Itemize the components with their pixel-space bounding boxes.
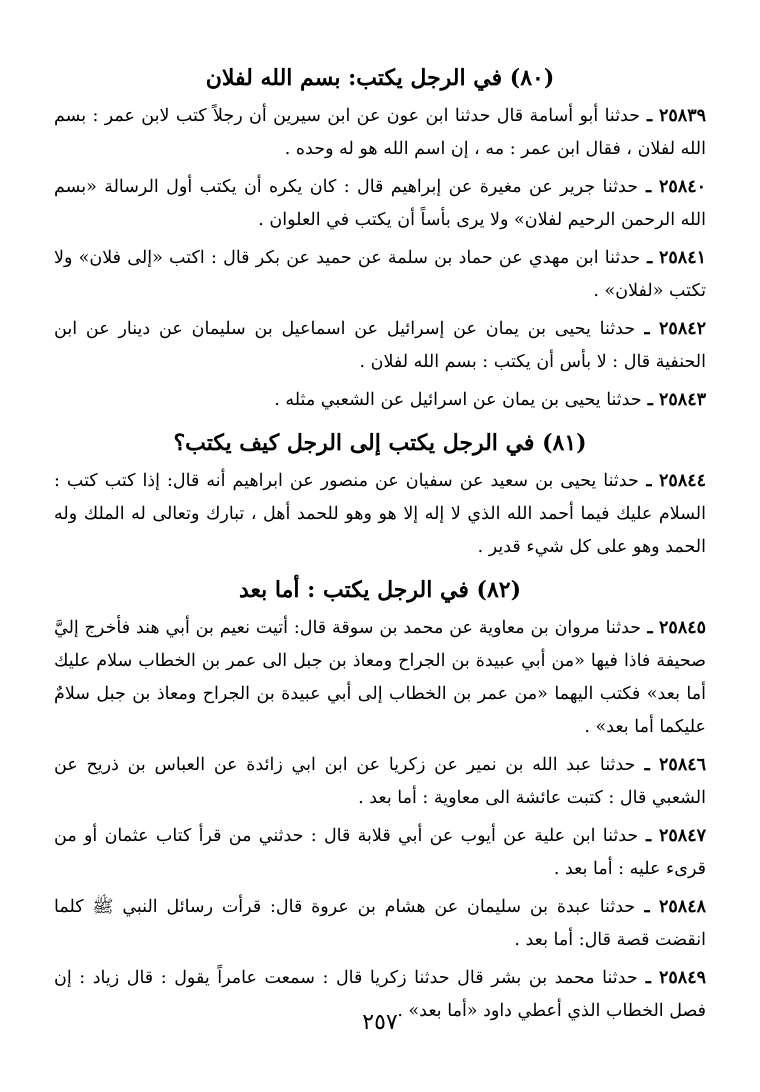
hadith-number: ٢٥٨٤٨ [659, 897, 706, 917]
hadith-entry-25843: ٢٥٨٤٣ ـ حدثنا يحيى بن يمان عن اسرائيل عن الشعبي مثله . [274, 390, 706, 410]
hadith-entry-25848: ٢٥٨٤٨ ـ حدثنا عبدة بن سليمان عن هشام بن عروة قال: قرأت رسائل النبي ﷺ كلما انقضت قصة قال: أما بعد . [54, 897, 706, 950]
hadith-text: حدثنا جرير عن مغيرة عن إبراهيم قال : كان يكره أن يكتب أول الرسالة «بسم الله الرحمن الرحيم لفلان» ولا يرى بأساً أن يكتب في العلوان . [54, 177, 706, 230]
hadith-number: ٢٥٨٤٦ [659, 755, 707, 775]
hadith-entry-25849: ٢٥٨٤٩ ـ حدثنا محمد بن بشر قال حدثنا زكريا قال : سمعت عامراً يقول : قال زياد : إن فصل الخطاب الذي أعطي داود «أما بعد» . [54, 968, 706, 1021]
hadith-number: ٢٥٨٤٥ [659, 618, 707, 638]
hadith-number: ٢٥٨٤٤ [659, 471, 707, 491]
hadith-number: ٢٥٨٤٢ [659, 319, 707, 339]
hadith-text: حدثنا مروان بن معاوية عن محمد بن سوقة قال: أتيت نعيم بن أبي هند فأخرج إليَّ صحيفة فاذا فيها «من أبي عبيدة بن الجراح ومعاذ بن جبل الى عمر بن الخطاب سلام عليك أما بعد» فكتب اليهما «من عمر بن الخطاب إلى أبي عبيدة بن الجراح ومعاذ بن جبل سلامٌ عليكما أما بعد» . [54, 618, 706, 737]
hadith-entry-25839: ٢٥٨٣٩ ـ حدثنا أبو أسامة قال حدثنا ابن عون عن ابن سيرين أن رجلاً كتب لابن عمر : بسم الله لفلان ، فقال ابن عمر : مه ، إن اسم الله هو له وحده . [54, 106, 706, 159]
hadith-text: حدثنا محمد بن بشر قال حدثنا زكريا قال : سمعت عامراً يقول : قال زياد : إن فصل الخطاب الذي أعطي داود «أما بعد» . [54, 968, 706, 1021]
hadith-entry-25846: ٢٥٨٤٦ ـ حدثنا عبد الله بن نمير عن زكريا عن ابن ابي زائدة عن العباس بن ذريح عن الشعبي قال : كتبت عائشة الى معاوية : أما بعد . [54, 755, 707, 808]
hadith-text: حدثنا ابن علية عن أيوب عن أبي قلابة قال : حدثني من قرأ كتاب عثمان أو من قرىء عليه : أما بعد . [54, 826, 706, 879]
hadith-number: ٢٥٨٤١ [659, 248, 706, 268]
hadith-entry-25844: ٢٥٨٤٤ ـ حدثنا يحيى بن سعيد عن سفيان عن منصور عن ابراهيم أنه قال: إذا كتب كتب : السلام عليك فيما أحمد الله الذي لا إله إلا هو وهو للحمد أهل ، تبارك وتعالى له الملك وله الحمد وهو على كل شيء قدير . [54, 471, 707, 557]
hadith-text: حدثنا يحيى بن يمان عن اسرائيل عن الشعبي مثله . [274, 390, 642, 410]
hadith-text: حدثنا يحيى بن سعيد عن سفيان عن منصور عن ابراهيم أنه قال: إذا كتب كتب : السلام عليك فيما أحمد الله الذي لا إله إلا هو وهو للحمد أهل ، تبارك وتعالى له الملك وله الحمد وهو على كل شيء قدير . [54, 471, 706, 557]
hadith-number: ٢٥٨٤٣ [659, 390, 706, 410]
hadith-entry-25847: ٢٥٨٤٧ ـ حدثنا ابن علية عن أيوب عن أبي قلابة قال : حدثني من قرأ كتاب عثمان أو من قرىء عليه : أما بعد . [54, 826, 706, 879]
hadith-entry-25845: ٢٥٨٤٥ ـ حدثنا مروان بن معاوية عن محمد بن سوقة قال: أتيت نعيم بن أبي هند فأخرج إليَّ صحيفة فاذا فيها «من أبي عبيدة بن الجراح ومعاذ بن جبل الى عمر بن الخطاب سلام عليك أما بعد» فكتب اليهما «من عمر بن الخطاب إلى أبي عبيدة بن الجراح ومعاذ بن جبل سلامٌ عليكما أما بعد» . [54, 618, 707, 737]
hadith-text: حدثنا ابن مهدي عن حماد بن سلمة عن حميد عن بكر قال : اكتب «إلى فلان» ولا تكتب «لفلان» . [54, 248, 706, 301]
chapter-heading-80: (٨٠) في الرجل يكتب: بسم الله لفلان [205, 65, 555, 91]
hadith-entry-25840: ٢٥٨٤٠ ـ حدثنا جرير عن مغيرة عن إبراهيم قال : كان يكره أن يكتب أول الرسالة «بسم الله الرحمن الرحيم لفلان» ولا يرى بأساً أن يكتب في العلوان . [54, 177, 707, 230]
hadith-number: ٢٥٨٣٩ [659, 106, 706, 126]
hadith-text: حدثنا يحيى بن يمان عن إسرائيل عن اسماعيل بن سليمان عن دينار عن ابن الحنفية قال : لا بأس أن يكتب : بسم الله لفلان . [54, 319, 706, 372]
hadith-entry-25841: ٢٥٨٤١ ـ حدثنا ابن مهدي عن حماد بن سلمة عن حميد عن بكر قال : اكتب «إلى فلان» ولا تكتب «لفلان» . [54, 248, 706, 301]
chapter-heading-82: (٨٢) في الرجل يكتب : أما بعد [238, 577, 521, 603]
hadith-number: ٢٥٨٤٠ [659, 177, 707, 197]
hadith-number: ٢٥٨٤٧ [659, 826, 706, 846]
hadith-entry-25842: ٢٥٨٤٢ ـ حدثنا يحيى بن يمان عن إسرائيل عن اسماعيل بن سليمان عن دينار عن ابن الحنفية قال : لا بأس أن يكتب : بسم الله لفلان . [54, 319, 707, 372]
hadith-text: حدثنا عبد الله بن نمير عن زكريا عن ابن ابي زائدة عن العباس بن ذريح عن الشعبي قال : كتبت عائشة الى معاوية : أما بعد . [54, 755, 706, 808]
chapter-heading-81: (٨١) في الرجل يكتب إلى الرجل كيف يكتب؟ [173, 430, 587, 456]
hadith-text: حدثنا عبدة بن سليمان عن هشام بن عروة قال: قرأت رسائل النبي ﷺ كلما انقضت قصة قال: أما بعد . [54, 897, 706, 950]
hadith-number: ٢٥٨٤٩ [659, 968, 706, 988]
hadith-text: حدثنا أبو أسامة قال حدثنا ابن عون عن ابن سيرين أن رجلاً كتب لابن عمر : بسم الله لفلان ، فقال ابن عمر : مه ، إن اسم الله هو له وحده . [54, 106, 706, 159]
page-number: ٢٥٧ [362, 1010, 398, 1035]
